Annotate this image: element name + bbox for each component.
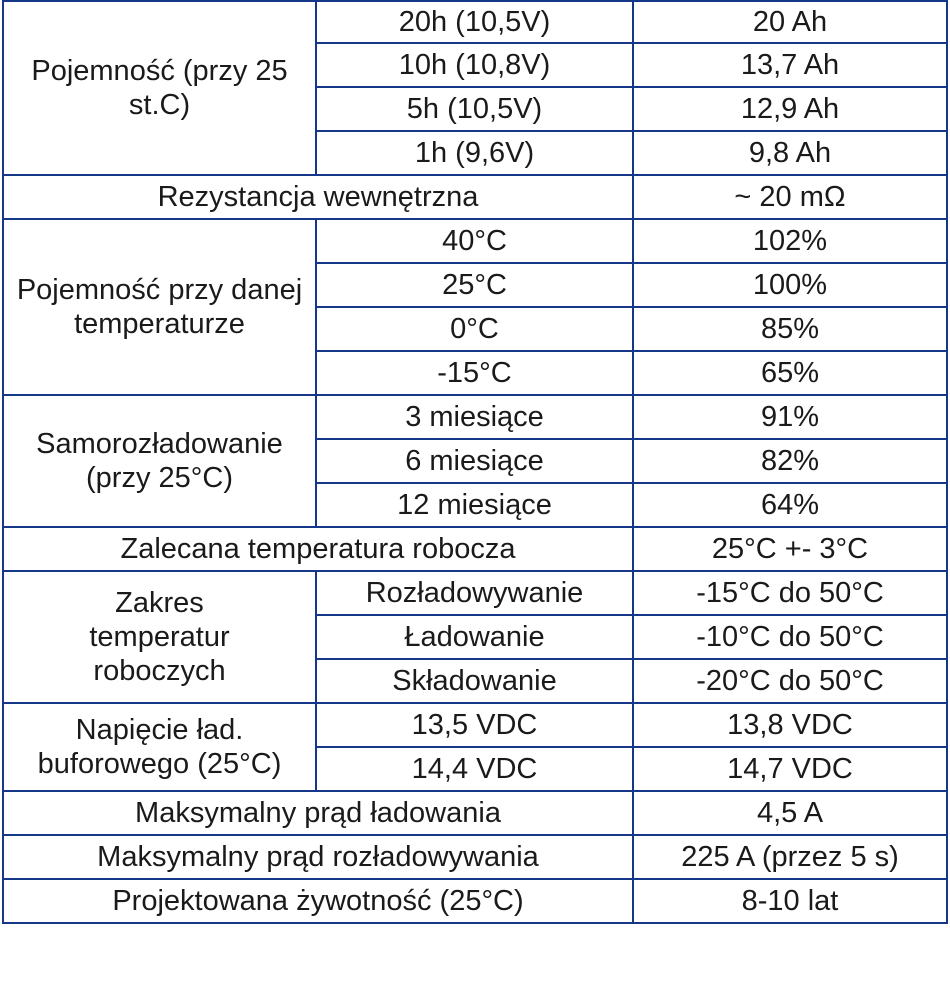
row-label-design-life: Projektowana żywotność (25°C) [3,879,633,923]
row-label-temp-capacity: Pojemność przy danej temperaturze [3,219,316,395]
cell-condition: 6 miesiące [316,439,633,483]
table-row [3,835,947,879]
row-label-max-discharge-current: Maksymalny prąd rozładowywania [3,835,633,879]
cell-value: 12,9 Ah [633,87,947,131]
row-label-recommended-temp: Zalecana temperatura robocza [3,527,633,571]
row-label-operating-range: Zakres temperatur roboczych [3,571,316,703]
table-row [3,219,947,263]
table-row [3,527,947,571]
cell-condition: 13,5 VDC [316,703,633,747]
cell-value: -20°C do 50°C [633,659,947,703]
cell-condition: 14,4 VDC [316,747,633,791]
cell-value: 100% [633,263,947,307]
cell-value: 102% [633,219,947,263]
cell-condition: Ładowanie [316,615,633,659]
cell-value: 85% [633,307,947,351]
cell-value: 82% [633,439,947,483]
cell-value: 14,7 VDC [633,747,947,791]
cell-value: 4,5 A [633,791,947,835]
cell-condition: 5h (10,5V) [316,87,633,131]
cell-value: 9,8 Ah [633,131,947,175]
cell-condition: 3 miesiące [316,395,633,439]
cell-condition: 12 miesiące [316,483,633,527]
table-row [3,395,947,439]
row-label-resistance: Rezystancja wewnętrzna [3,175,633,219]
cell-value: 65% [633,351,947,395]
cell-value: 64% [633,483,947,527]
cell-value: 13,7 Ah [633,43,947,87]
cell-value: -15°C do 50°C [633,571,947,615]
cell-value: 20 Ah [633,1,947,43]
cell-value: 91% [633,395,947,439]
cell-condition: Składowanie [316,659,633,703]
cell-condition: Rozładowywanie [316,571,633,615]
cell-condition: 10h (10,8V) [316,43,633,87]
table-row [3,879,947,923]
cell-condition: -15°C [316,351,633,395]
row-label-max-charge-current: Maksymalny prąd ładowania [3,791,633,835]
cell-value: 25°C +- 3°C [633,527,947,571]
table-row [3,703,947,747]
row-label-self-discharge: Samorozładowanie (przy 25°C) [3,395,316,527]
table-row [3,571,947,615]
cell-condition: 40°C [316,219,633,263]
cell-value: 13,8 VDC [633,703,947,747]
cell-condition: 25°C [316,263,633,307]
table-row [3,791,947,835]
cell-condition: 0°C [316,307,633,351]
cell-value: 8-10 lat [633,879,947,923]
cell-value: ~ 20 mΩ [633,175,947,219]
cell-value: 225 A (przez 5 s) [633,835,947,879]
cell-condition: 1h (9,6V) [316,131,633,175]
battery-spec-table [2,0,948,924]
cell-value: -10°C do 50°C [633,615,947,659]
cell-condition: 20h (10,5V) [316,1,633,43]
table-row [3,1,947,43]
row-label-float-voltage: Napięcie ład. buforowego (25°C) [3,703,316,791]
row-label-capacity: Pojemność (przy 25 st.C) [3,1,316,175]
table-row [3,175,947,219]
